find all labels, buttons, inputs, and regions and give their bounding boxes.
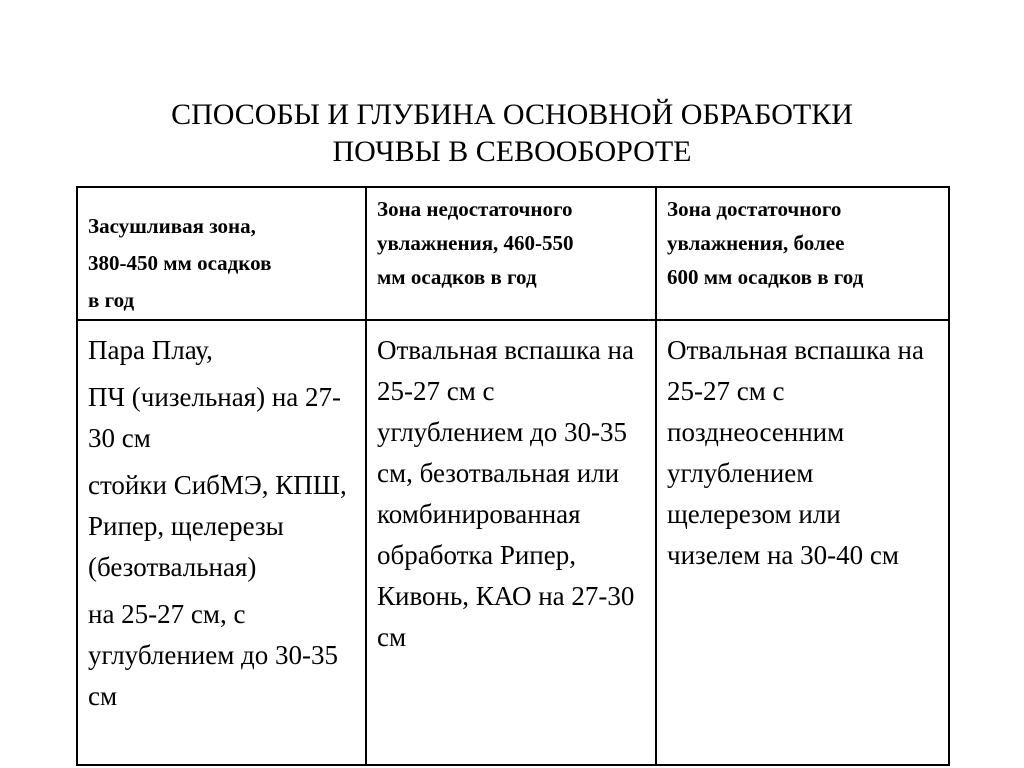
header-sufficient-moisture-zone	[656, 187, 949, 320]
method-paragraph: ПЧ (чизельная) на 27-30 см	[88, 382, 342, 453]
cell-insufficient-moisture-methods	[366, 320, 656, 765]
header-line: 600 мм осадков в год	[667, 265, 864, 289]
method-paragraph: Отвальная вспашка на 25-27 см с углублением до 30-35 см, безотвальная или комбинированная обработка Рипер, Кивонь, КАО на 27-30 см	[377, 335, 635, 652]
method-paragraph: на 25-27 см, с углублением до 30-35 см	[88, 599, 339, 711]
header-insufficient-moisture-zone	[366, 187, 656, 320]
header-line: Зона недостаточного	[377, 197, 573, 221]
header-line: Засушливая зона,	[88, 214, 256, 238]
header-line: Зона достаточного	[667, 197, 842, 221]
method-paragraph: стойки СибМЭ, КПШ, Рипер, щелерезы (безотвальная)	[88, 470, 347, 582]
slide-title	[0, 96, 1024, 170]
header-line: увлажнения, 460-550	[377, 231, 574, 255]
header-line: мм осадков в год	[377, 265, 537, 289]
method-paragraph: Пара Плау,	[88, 335, 213, 365]
header-line: 380-450 мм осадков	[88, 251, 272, 275]
header-line: увлажнения, более	[667, 231, 845, 255]
title-line-1: СПОСОБЫ И ГЛУБИНА ОСНОВНОЙ ОБРАБОТКИ	[171, 98, 853, 131]
table-header-row	[77, 187, 949, 320]
cell-arid-zone-methods	[77, 320, 366, 765]
table-body-row	[77, 320, 949, 765]
header-arid-zone	[77, 187, 366, 320]
title-line-2: ПОЧВЫ В СЕВООБОРОТЕ	[332, 135, 692, 168]
tillage-table	[76, 186, 950, 766]
method-paragraph: Отвальная вспашка на 25-27 см с позднеосенним углублением щелерезом или чизелем на 30-40 см	[667, 335, 924, 570]
cell-sufficient-moisture-methods	[656, 320, 949, 765]
header-line: в год	[88, 288, 135, 312]
